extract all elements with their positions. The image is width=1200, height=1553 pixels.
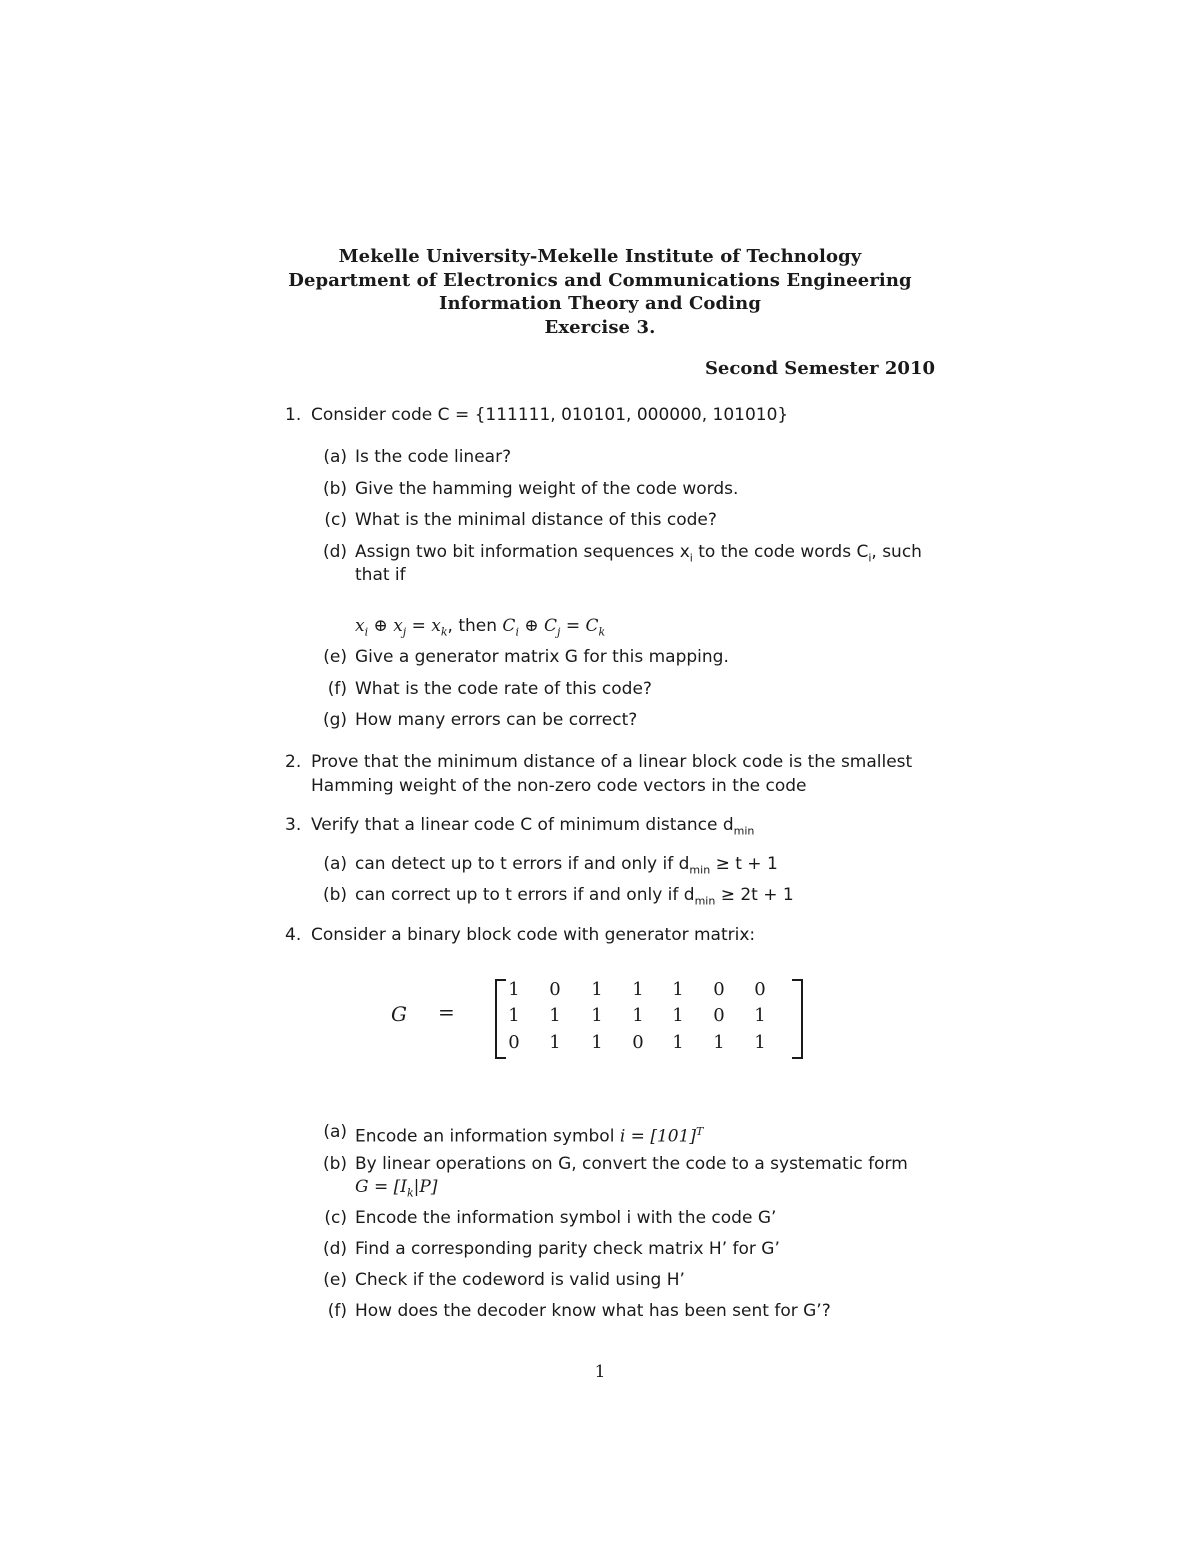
q1c-label: (c) [324,510,347,530]
matrix-cell: 0 [549,979,561,1000]
q1-text: Consider code C = {111111, 010101, 000000, 101010} [311,405,789,425]
q1a-label: (a) [323,447,347,467]
matrix-cell: 1 [672,1005,684,1026]
matrix-cell: 1 [549,1032,561,1053]
matrix-cell: 0 [754,979,766,1000]
q1f-text: What is the code rate of this code? [355,679,652,699]
generator-matrix [388,975,818,1060]
q3-number: 3. [285,815,302,835]
q2-text-line1: Prove that the minimum distance of a linear block code is the smallest [311,752,913,772]
matrix-right-bracket [792,979,803,1059]
matrix-cell: 0 [632,1032,644,1053]
q4b-text: By linear operations on G, convert the code to a systematic form [355,1154,908,1174]
q4-text: Consider a binary block code with generator matrix: [311,925,756,945]
matrix-cell: 1 [672,979,684,1000]
q4e-label: (e) [323,1270,347,1290]
header [0,245,1200,339]
matrix-equals: = [438,1000,455,1024]
matrix-cell: 1 [508,1005,520,1026]
exercise-title: Exercise 3. [544,316,656,338]
q4f-text: How does the decoder know what has been sent for G’? [355,1301,831,1321]
q1-number: 1. [285,405,302,425]
q1a-text: Is the code linear? [355,447,512,467]
q4e-text: Check if the codeword is valid using H’ [355,1270,685,1290]
q1g-text: How many errors can be correct? [355,710,638,730]
matrix-cell: 1 [632,1005,644,1026]
q3b-label: (b) [322,885,347,905]
q2-text-line2: Hamming weight of the non-zero code vectors in the code [311,776,807,796]
course-title: Information Theory and Coding [438,293,762,314]
matrix-cell: 0 [508,1032,520,1053]
q4f-label: (f) [327,1301,347,1321]
q4-number: 4. [285,925,302,945]
matrix-cell: 1 [672,1032,684,1053]
matrix-cell: 0 [713,1005,725,1026]
q4a-label: (a) [323,1122,347,1142]
q1b-text: Give the hamming weight of the code words. [355,479,739,499]
matrix-cell: 0 [713,979,725,1000]
q1e-text: Give a generator matrix G for this mapping. [355,647,729,667]
q4c-text: Encode the information symbol i with the code G’ [355,1208,777,1228]
q2-number: 2. [285,752,302,772]
university-title: Mekelle University-Mekelle Institute of Technology [338,246,862,267]
q4c-label: (c) [324,1208,347,1228]
q1g-label: (g) [322,710,347,730]
q1c-text: What is the minimal distance of this code? [355,510,717,530]
matrix-cell: 1 [508,979,520,1000]
page-number: 1 [594,1362,606,1382]
q1f-label: (f) [327,679,347,699]
q1d-text: Assign two bit information sequences $x_i$ to the code words $C_i$, such [355,542,922,565]
q4d-text: Find a corresponding parity check matrix H’ for G’ [355,1239,780,1259]
q4a-text: Encode an information symbol $i = [101]^T$ [355,1125,704,1147]
q3-text: Verify that a linear code C of minimum distance $d_{min}$ [311,815,755,838]
matrix-label: G [391,1002,407,1026]
q1d-text-cont: that if [355,565,406,585]
q1d-label: (d) [322,542,347,562]
q1d-equation: $x_i$ ⊕ $x_j = x_k$, then $C_i$ ⊕ $C_j = C_k$ [355,616,606,639]
q3a-label: (a) [323,854,347,874]
q1b-label: (b) [322,479,347,499]
matrix-cell: 1 [754,1032,766,1053]
matrix-cell: 1 [591,1005,603,1026]
matrix-cell: 1 [549,1005,561,1026]
q4b-label: (b) [322,1154,347,1174]
matrix-cell: 1 [632,979,644,1000]
matrix-cell: 1 [591,979,603,1000]
q3a-text: can detect up to t errors if and only if $d_{min} \ge t + 1$ [355,854,778,877]
q1e-label: (e) [323,647,347,667]
semester: Second Semester 2010 [704,358,935,379]
department-title: Department of Electronics and Communications Engineering [288,269,912,291]
matrix-cell: 1 [591,1032,603,1053]
q3b-text: can correct up to t errors if and only if $d_{min} \ge 2t + 1$ [355,885,794,908]
q4d-label: (d) [322,1239,347,1259]
q4b-text-cont: $G = [I_k|P]$ [355,1177,438,1200]
matrix-cell: 1 [754,1005,766,1026]
matrix-cell: 1 [713,1032,725,1053]
